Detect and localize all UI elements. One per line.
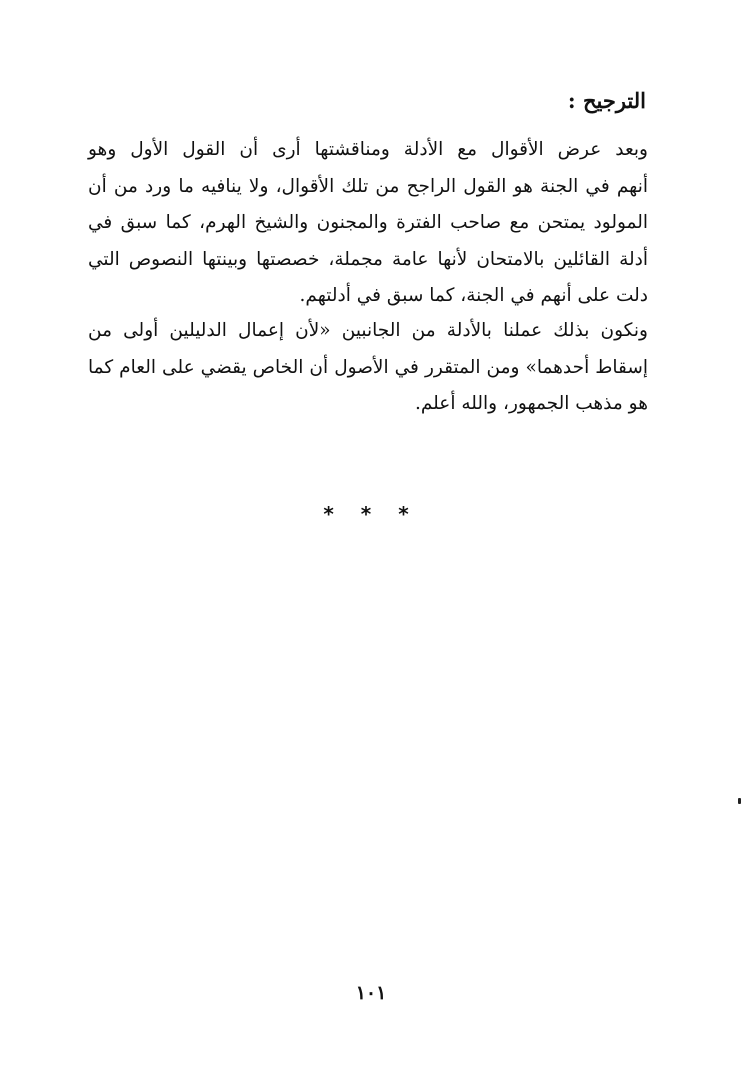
paragraph-2	[88, 313, 648, 423]
paragraph-1-line: أنهم في الجنة هو القول الراجح من تلك الأقوال، ولا ينافيه ما ورد من أن	[88, 175, 648, 197]
paragraph-1	[88, 132, 648, 315]
paragraph-1-line: المولود يمتحن مع صاحب الفترة والمجنون والشيخ الهرم، كما سبق في	[88, 212, 648, 233]
paragraph-2-line: إسقاط أحدهما» ومن المتقرر في الأصول أن الخاص يقضي على العام كما	[88, 356, 648, 378]
paragraph-1-line: دلت على أنهم في الجنة، كما سبق في أدلتهم.	[299, 285, 648, 306]
section-separator: * * *	[323, 502, 419, 526]
page-number: ١٠١	[355, 982, 387, 1004]
paragraph-2-line: ونكون بذلك عملنا بالأدلة من الجانبين «لأن إعمال الدليلين أولى من	[88, 320, 648, 341]
paragraph-1-line: وبعد عرض الأقوال مع الأدلة ومناقشتها أرى أن القول الأول وهو	[88, 139, 648, 160]
paragraph-1-line: أدلة القائلين بالامتحان لأنها عامة مجملة، خصصتها وبينتها النصوص التي	[88, 248, 648, 270]
section-heading: الترجيح :	[567, 88, 646, 113]
paragraph-2-line: هو مذهب الجمهور، والله أعلم.	[414, 393, 648, 414]
scan-speck	[738, 798, 741, 804]
